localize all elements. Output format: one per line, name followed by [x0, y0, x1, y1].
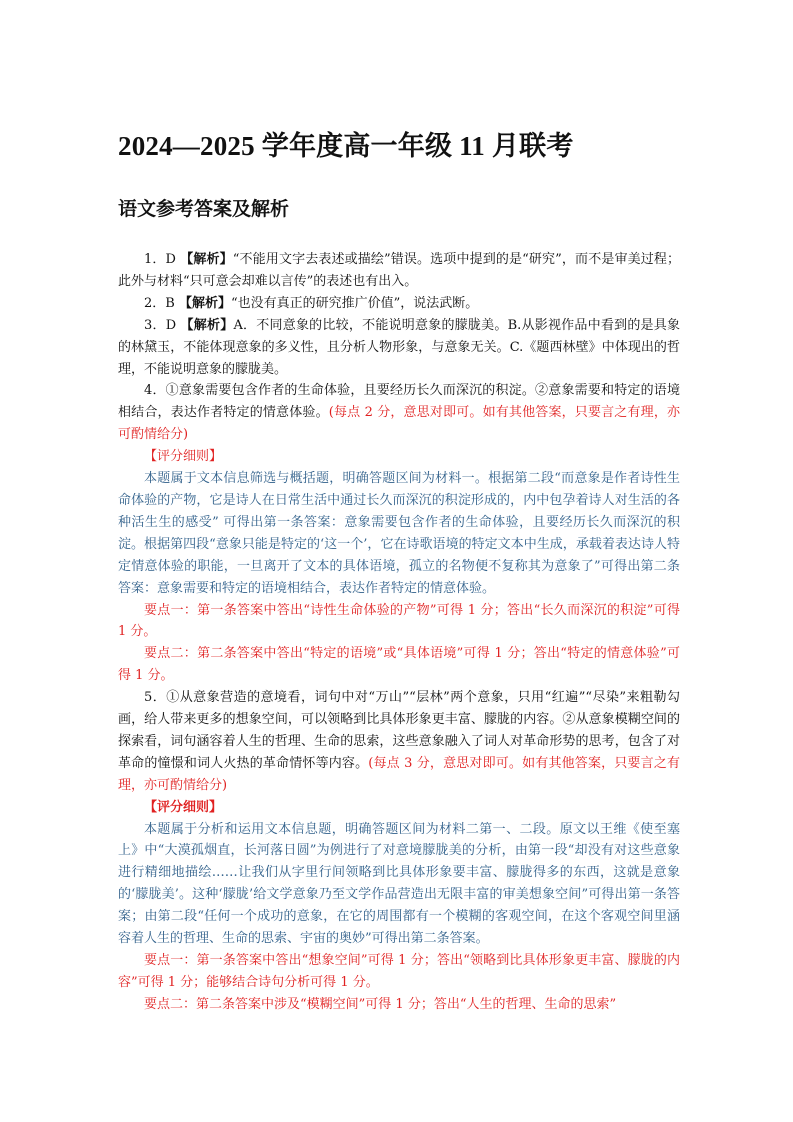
q2-text: “也没有真正的研究推广价值”，说法武断。 — [230, 295, 479, 311]
q2-number: 2．B — [144, 295, 179, 311]
page-title: 2024—2025 学年度高一年级 11 月联考 — [118, 131, 574, 161]
q1-tag: 【解析】 — [180, 252, 233, 267]
q5-analysis: 本题属于分析和运用文本信息题，明确答题区间为材料二第一、二段。原文以王维《使至塞上》中“大漠孤烟直，长河落日圆”为例进行了对意境朦胧美的分析，由第一段“却没有对这些意象进行精细地描绘……让我们从字里行间领略到比具体形象要丰富、朦胧得多的东西，这就是意象的‘朦胧美’。这种‘朦胧’给文学意象乃至文学作品营造出无限丰富的审美想象空间”可得出第一条答案；由第二段“任何一个成功的意象，在它的周围都有一个模糊的客观空间，在这个客观空间里涵容着人生的哲理、生命的思索、宇宙的奥妙”可得出第二条答案。 — [118, 821, 680, 947]
q5-score-note: (每点 3 分，意思对即可。如有其他答案，只要言之有理，亦可酌情给分) — [118, 755, 680, 793]
q5-point-one: 要点一：第一条答案中答出“想象空间”可得 1 分；答出“领略到比具体形象更丰富、朦胧的内容”可得 1 分；能够结合诗句分析可得 1 分。 — [118, 953, 680, 990]
q3-tag: 【解析】 — [180, 317, 234, 333]
answer-q4 — [118, 380, 680, 446]
page-subtitle: 语文参考答案及解析 — [118, 198, 290, 220]
q5-rubric-title: 【评分细则】 — [144, 799, 223, 815]
q5-point-two: 要点二：第二条答案中涉及“模糊空间”可得 1 分；答出“人生的哲理、生命的思索” — [144, 996, 617, 1012]
q3-number: 3．D — [144, 317, 181, 333]
answer-q2 — [118, 293, 680, 315]
answer-body — [118, 249, 680, 1016]
answer-q5 — [118, 687, 680, 797]
q4-analysis: 本题属于文本信息筛选与概括题，明确答题区间为材料一。根据第二段“而意象是作者诗性生命体验的产物，它是诗人在日常生活中通过长久而深沉的积淀形成的，内中包孕着诗人对生活的各种活生生的感受” 可得出第一条答案：意象需要包含作者的生命体验，且要经历长久而深沉的积淀。根据第四段“意象只能是特定的‘这一个’，它在诗歌语境的特定文本中生成，承载着表达诗人特定情意体验的职能，一旦离开了文本的具体语境，孤立的名物便不复称其为意象了”可得出第二条答案：意象需要和特定的语境相结合，表达作者特定的情意体验。 — [118, 471, 680, 596]
q4-point-one: 要点一：第一条答案中答出“诗性生命体验的产物”可得 1 分；答出“长久而深沉的积淀”可得 1 分。 — [118, 602, 680, 640]
q3-text: A．不同意象的比较，不能说明意象的朦胧美。B.从影视作品中看到的是具象的林黛玉，不能体现意象的多义性，且分析人物形象，与意象无关。C.《题西林壁》中体现出的哲理，不能说明意象的朦胧美。 — [118, 317, 681, 377]
q1-text: “不能用文字去表述或描绘”错误。选项中提到的是“研究”，而不是审美过程；此外与材料“只可意会却难以言传”的表述也有出入。 — [118, 252, 680, 289]
answer-q1 — [118, 249, 680, 293]
q4-point-two: 要点二：第二条答案中答出“特定的语境”或“具体语境”可得 1 分；答出“特定的情意体验”可得 1 分。 — [118, 646, 680, 684]
answer-q3 — [118, 315, 680, 381]
q4-rubric-title: 【评分细则】 — [144, 449, 223, 465]
q5-answer: 5．①从意象营造的意境看，词句中对“万山”“层林”两个意象，只用“红遍”“尽染”来粗勒勾画，给人带来更多的想象空间，可以领略到比具体形象更丰富、朦胧的内容。②从意象模糊空间的探索看，词句涵容着人生的哲理、生命的思索，这些意象融入了词人对革命形势的思考，包含了对革命的憧憬和词人火热的革命情怀等内容。 — [118, 690, 680, 771]
q4-score-note: (每点 2 分，意思对即可。如有其他答案，只要言之有理，亦可酌情给分) — [118, 405, 680, 443]
q4-answer: 4．①意象需要包含作者的生命体验，且要经历长久而深沉的积淀。②意象需要和特定的语境相结合，表达作者特定的情意体验。 — [118, 383, 680, 421]
q2-tag: 【解析】 — [178, 295, 231, 311]
q1-number: 1．D — [144, 252, 181, 267]
